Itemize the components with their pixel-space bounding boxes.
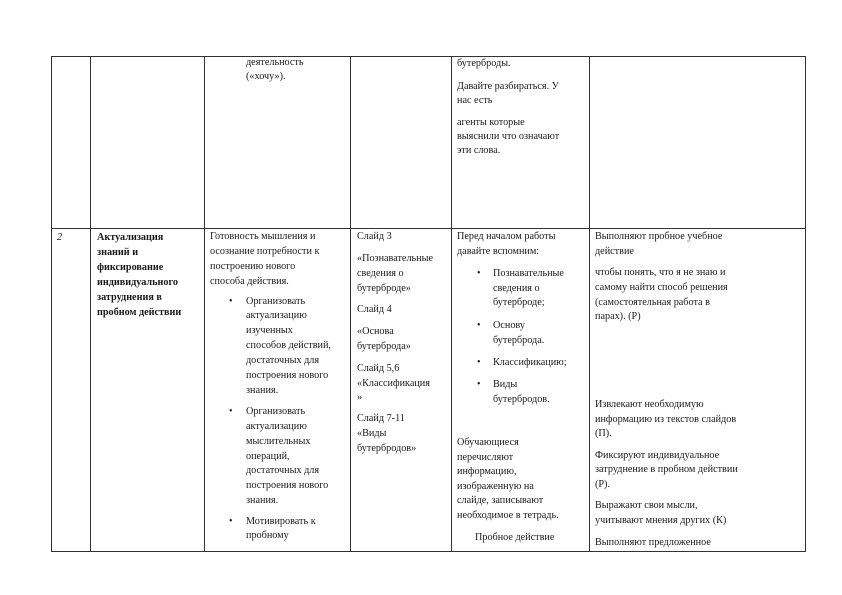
slide-line: «Классификация (357, 378, 430, 389)
stage-title-line: фиксирование (97, 262, 164, 273)
student-line: (П). (595, 428, 612, 439)
goal-bullet-line: достаточных для (246, 355, 320, 366)
slide-line: Слайд 7-11 (357, 413, 405, 424)
teacher-bullet-line: бутерброде; (493, 297, 545, 308)
column-divider-1 (90, 56, 91, 552)
teacher-outro-line: слайде, записывают (457, 495, 544, 506)
goal-bullet-line: знания. (246, 495, 279, 506)
student-line: (Р). (595, 479, 610, 490)
row-number: 2 (57, 232, 63, 243)
teacher-bullet-line: Познавательные (493, 268, 564, 279)
teacher-bullet-line: Виды (493, 379, 518, 390)
stage-title-line: Актуализация (97, 232, 164, 243)
slide-line: Слайд 5,6 (357, 363, 400, 374)
bullet-icon: • (477, 320, 481, 331)
bullet-icon: • (229, 296, 233, 307)
goal-intro-line: построению нового (210, 261, 296, 272)
stage-title-line: пробном действии (97, 307, 182, 318)
student-line: действие (595, 246, 634, 257)
student-line: самому найти способ решения (595, 282, 728, 293)
bullet-icon: • (477, 379, 481, 390)
goal-bullet-line: способов действий, (246, 340, 331, 351)
table-border-top (51, 56, 806, 57)
bullet-icon: • (229, 406, 233, 417)
goal-bullet-line: Мотивировать к (246, 516, 316, 527)
student-line: (самостоятельная работа в (595, 297, 710, 308)
student-line: чтобы понять, что я не знаю и (595, 267, 726, 278)
student-line: Фиксируют индивидуальное (595, 450, 720, 461)
teacher-outro-line: Обучающиеся (457, 437, 519, 448)
stage-title-line: затруднения в (97, 292, 162, 303)
stage-title-line: знаний и (97, 247, 139, 258)
bullet-icon: • (477, 357, 481, 368)
goal-intro-line: Готовность мышления и (210, 231, 316, 242)
student-line: Выполняют предложенное (595, 537, 711, 548)
bullet-icon: • (477, 268, 481, 279)
stage-title-line: индивидуального (97, 277, 178, 288)
goal-intro-line: способа действия. (210, 276, 289, 287)
slide-line: » (357, 392, 363, 403)
goal-bullet-line: знания. (246, 385, 279, 396)
column-divider-4 (451, 56, 452, 552)
teacher-bullet-line: бутербродов. (493, 394, 550, 405)
teacher-outro-line: перечисляют (457, 452, 514, 463)
top-teacher-line: выяснили что означают (457, 131, 560, 142)
top-teacher-line: Давайте разбираться. У (457, 81, 559, 92)
goal-bullet-line: построения нового (246, 480, 329, 491)
slide-line: бутерброде» (357, 283, 411, 294)
goal-bullet-line: мыслительных (246, 436, 311, 447)
table-border-left (51, 56, 52, 552)
slide-line: «Основа (357, 326, 394, 337)
slide-line: бутерброда» (357, 341, 411, 352)
column-divider-5 (589, 56, 590, 552)
goal-bullet-line: операций, (246, 451, 290, 462)
bullet-icon: • (229, 516, 233, 527)
goal-bullet-line: пробному (246, 530, 289, 541)
top-teacher-line: нас есть (457, 95, 493, 106)
teacher-bullet-line: Классификацию; (493, 357, 567, 368)
student-line: Выражают свои мысли, (595, 500, 698, 511)
goal-bullet-line: Организовать (246, 406, 306, 417)
goal-bullet-line: актуализацию (246, 421, 307, 432)
student-line: Извлекают необходимую (595, 399, 704, 410)
student-line: Выполняют пробное учебное (595, 231, 723, 242)
teacher-bullet-line: бутерброда. (493, 335, 545, 346)
goal-bullet-line: изученных (246, 325, 293, 336)
goal-bullet-line: актуализацию (246, 310, 307, 321)
table-border-right (805, 56, 806, 552)
top-teacher-line: эти слова. (457, 145, 501, 156)
top-goal-line: («хочу»). (246, 71, 286, 82)
goal-bullet-line: построения нового (246, 370, 329, 381)
slide-line: Слайд 4 (357, 304, 392, 315)
table-row-divider (51, 228, 806, 229)
column-divider-2 (204, 56, 205, 552)
teacher-outro-line: изображенную на (457, 481, 534, 492)
student-line: парах). (Р) (595, 311, 641, 322)
goal-bullet-line: достаточных для (246, 465, 320, 476)
goal-bullet-line: Организовать (246, 296, 306, 307)
top-teacher-line: агенты которые (457, 117, 525, 128)
column-divider-3 (350, 56, 351, 552)
top-goal-line: деятельность (246, 57, 304, 68)
slide-line: «Виды (357, 428, 387, 439)
teacher-bullet-line: Основу (493, 320, 525, 331)
goal-intro-line: осознание потребности к (210, 246, 320, 257)
student-line: учитывают мнения других (К) (595, 515, 727, 526)
slide-line: «Познавательные (357, 253, 433, 264)
slide-line: бутербродов» (357, 443, 417, 454)
top-teacher-line: бутерброды. (457, 58, 511, 69)
slide-line: сведения о (357, 268, 404, 279)
teacher-bullet-line: сведения о (493, 283, 540, 294)
teacher-outro-line: информацию, (457, 466, 517, 477)
table-border-bottom (51, 551, 806, 552)
slide-line: Слайд 3 (357, 231, 392, 242)
teacher-outro-line: необходимое в тетрадь. (457, 510, 559, 521)
student-line: затруднение в пробном действии (595, 464, 738, 475)
teacher-intro-line: Перед началом работы (457, 231, 556, 242)
teacher-last-line: Пробное действие (475, 532, 555, 543)
teacher-intro-line: давайте вспомним: (457, 246, 540, 257)
student-line: информацию из текстов слайдов (595, 414, 737, 425)
